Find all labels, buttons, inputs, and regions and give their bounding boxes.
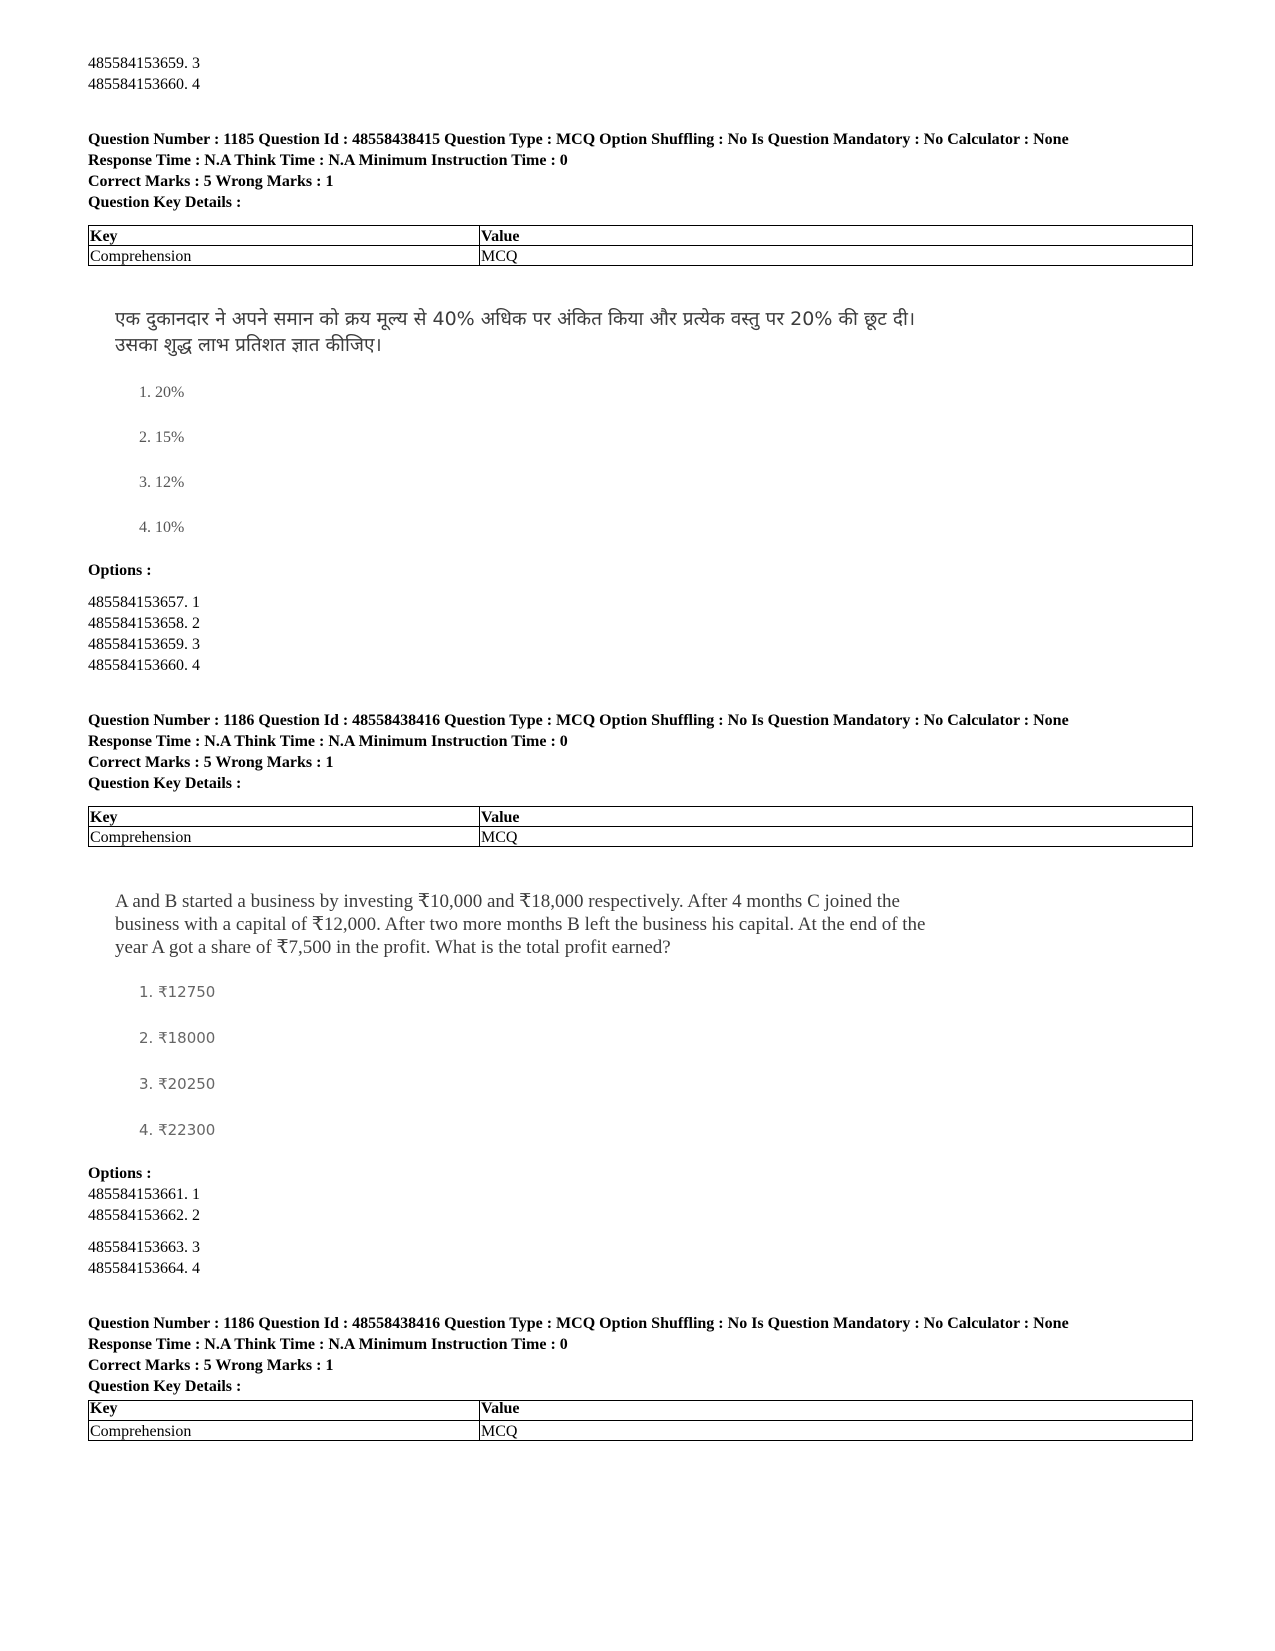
choice-item: 4. ₹22300 (139, 1121, 216, 1139)
option-line: 485584153663. 3 (88, 1239, 200, 1256)
question-meta-line: Correct Marks : 5 Wrong Marks : 1 (88, 173, 334, 190)
question-meta-line: Response Time : N.A Think Time : N.A Minimum Instruction Time : 0 (88, 1336, 568, 1353)
value-header: Value (480, 1401, 1193, 1421)
question-image (115, 890, 925, 959)
question-meta-line: Question Number : 1186 Question Id : 48558438416 Question Type : MCQ Option Shuffling : No Is Question Mandatory : No Calculator : None (88, 1315, 1069, 1332)
key-cell: Comprehension (89, 1421, 480, 1441)
option-line: 485584153662. 2 (88, 1207, 200, 1224)
question-text-line: उसका शुद्ध लाभ प्रतिशत ज्ञात कीजिए। (115, 334, 382, 356)
option-line: 485584153660. 4 (88, 657, 200, 674)
value-cell: MCQ (480, 1421, 1193, 1441)
option-line: 485584153658. 2 (88, 615, 200, 632)
value-header: Value (480, 226, 1193, 246)
value-cell: MCQ (480, 827, 1193, 847)
value-cell: MCQ (480, 246, 1193, 266)
key-cell: Comprehension (89, 246, 480, 266)
question-text-line: year A got a share of ₹7,500 in the profit. What is the total profit earned? (115, 937, 671, 958)
question-image (115, 306, 915, 358)
question-key-table (88, 806, 1193, 847)
value-header: Value (480, 807, 1193, 827)
choice-item: 3. 12% (139, 474, 185, 491)
question-text-line: business with a capital of ₹12,000. After two more months B left the business his capital. At the end of the (115, 914, 926, 935)
choice-item: 4. 10% (139, 519, 185, 536)
choice-item: 1. ₹12750 (139, 983, 216, 1001)
options-label: Options : (88, 562, 152, 579)
question-text-line: एक दुकानदार ने अपने समान को क्रय मूल्य से 40% अधिक पर अंकित किया और प्रत्येक वस्तु पर 20% की छूट दी। (115, 308, 916, 330)
key-details-label: Question Key Details : (88, 194, 242, 211)
choice-item: 1. 20% (139, 384, 185, 401)
question-key-table (88, 1400, 1193, 1441)
choice-item: 2. 15% (139, 429, 185, 446)
question-key-table (88, 225, 1193, 266)
key-cell: Comprehension (89, 827, 480, 847)
option-line: 485584153657. 1 (88, 594, 200, 611)
option-line: 485584153660. 4 (88, 76, 200, 93)
option-line: 485584153664. 4 (88, 1260, 200, 1277)
question-meta-line: Response Time : N.A Think Time : N.A Minimum Instruction Time : 0 (88, 152, 568, 169)
question-meta-line: Question Number : 1186 Question Id : 48558438416 Question Type : MCQ Option Shuffling : No Is Question Mandatory : No Calculator : None (88, 712, 1069, 729)
option-line: 485584153659. 3 (88, 55, 200, 72)
key-details-label: Question Key Details : (88, 775, 242, 792)
option-line: 485584153661. 1 (88, 1186, 200, 1203)
option-line: 485584153659. 3 (88, 636, 200, 653)
key-header: Key (89, 226, 480, 246)
question-meta-line: Correct Marks : 5 Wrong Marks : 1 (88, 1357, 334, 1374)
key-header: Key (89, 1401, 480, 1421)
question-text-line: A and B started a business by investing ₹10,000 and ₹18,000 respectively. After 4 months C joined the (115, 891, 900, 912)
question-meta-line: Question Number : 1185 Question Id : 48558438415 Question Type : MCQ Option Shuffling : No Is Question Mandatory : No Calculator : None (88, 131, 1069, 148)
question-meta-line: Correct Marks : 5 Wrong Marks : 1 (88, 754, 334, 771)
key-details-label: Question Key Details : (88, 1378, 242, 1395)
choice-item: 2. ₹18000 (139, 1029, 216, 1047)
question-meta-line: Response Time : N.A Think Time : N.A Minimum Instruction Time : 0 (88, 733, 568, 750)
choice-item: 3. ₹20250 (139, 1075, 216, 1093)
options-label: Options : (88, 1165, 152, 1182)
key-header: Key (89, 807, 480, 827)
